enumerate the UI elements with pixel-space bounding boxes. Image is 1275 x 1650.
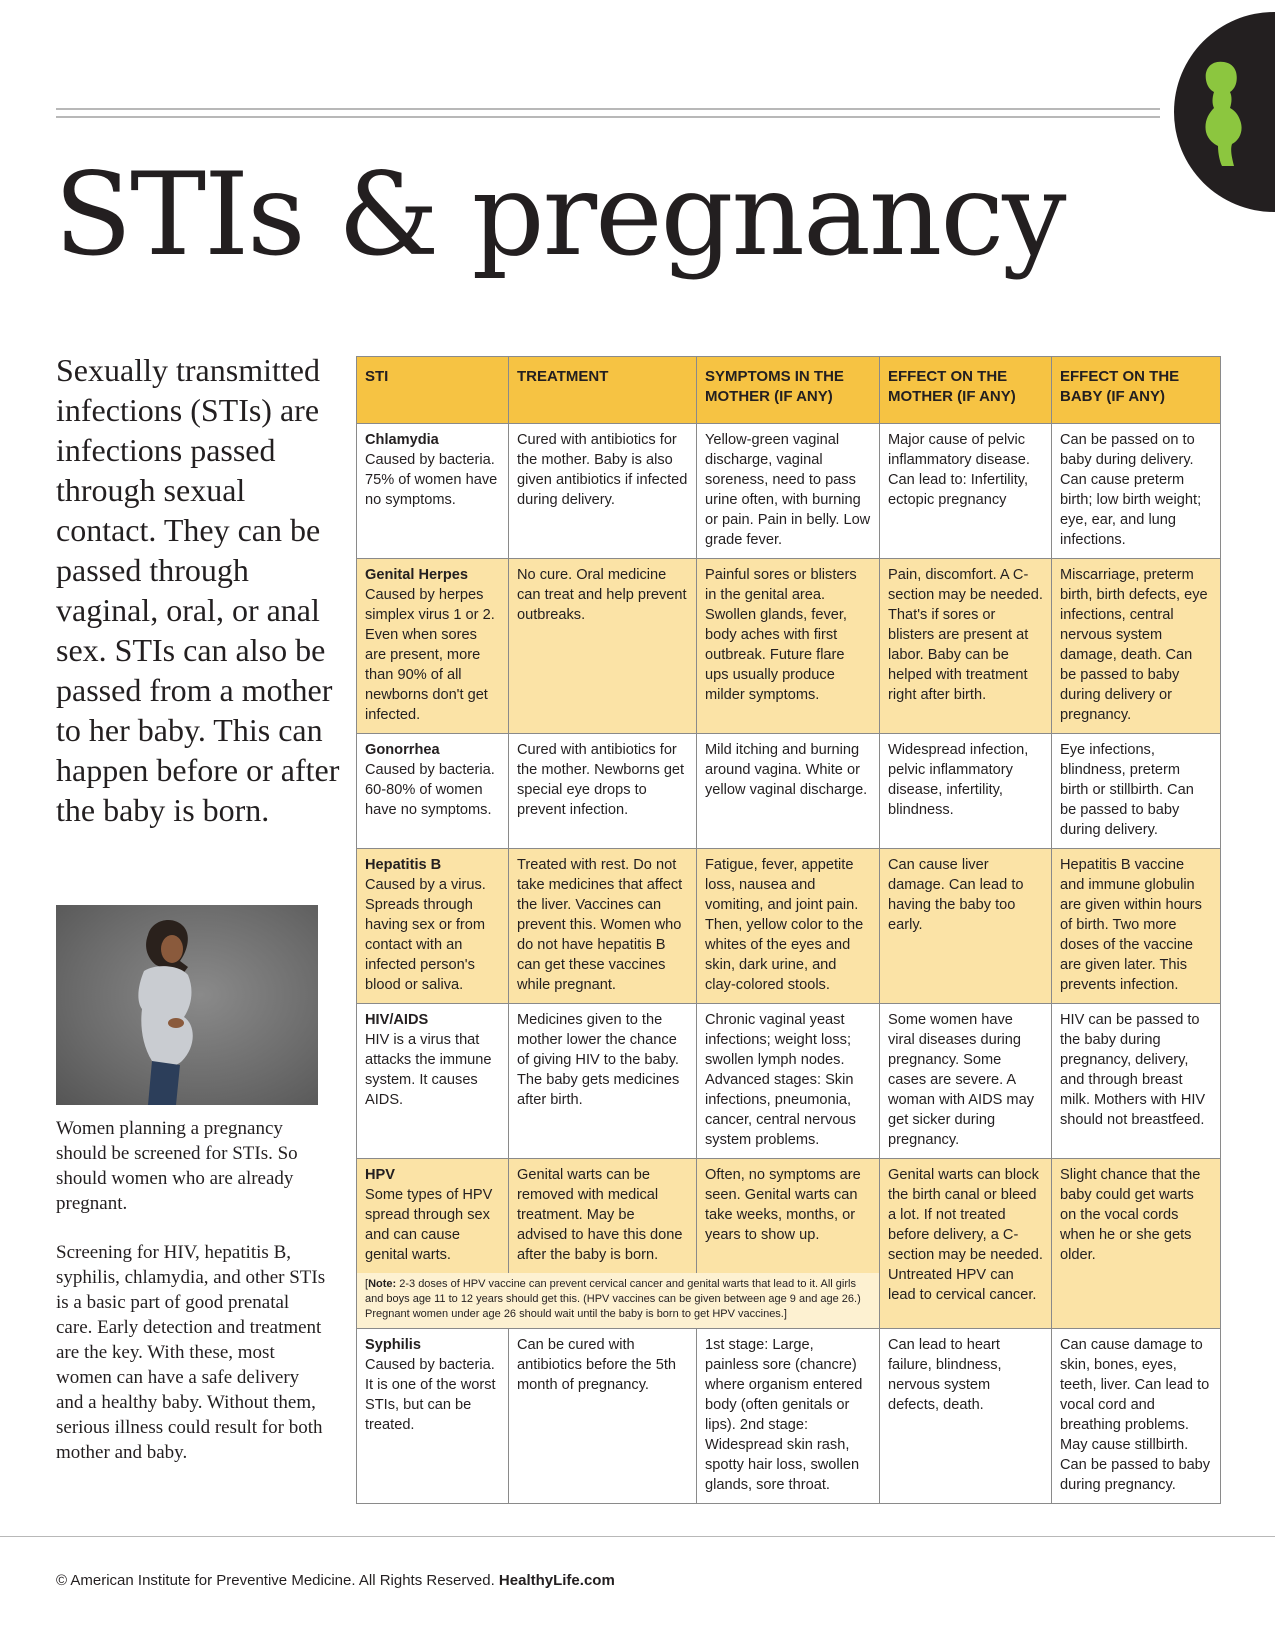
- effect-mother-cell: Major cause of pelvic inflammatory disease. Can lead to: Infertility, ectopic pregnancy: [880, 424, 1052, 559]
- treatment-cell: Cured with antibiotics for the mother. Baby is also given antibiotics if infected during delivery.: [509, 424, 697, 559]
- footer-site-link[interactable]: HealthyLife.com: [498, 1572, 615, 1589]
- pregnant-woman-icon: [1190, 58, 1250, 168]
- treatment-cell: Cured with antibiotics for the mother. Newborns get special eye drops to prevent infection.: [509, 734, 697, 849]
- effect-baby-cell: HIV can be passed to the baby during pregnancy, delivery, and through breast milk. Mothers with HIV should not breastfeed.: [1052, 1004, 1221, 1159]
- sidebar-paragraph-1: Women planning a pregnancy should be screened for STIs. So should women who are already pregnant.: [56, 1118, 298, 1214]
- footer: [56, 1572, 615, 1589]
- col-header-sti: STI: [357, 357, 509, 424]
- effect-mother-cell: Can cause liver damage. Can lead to having the baby too early.: [880, 849, 1052, 1004]
- col-header-effect-baby: EFFECT ON THE BABY (IF ANY): [1052, 357, 1221, 424]
- note-text: 2-3 doses of HPV vaccine can prevent cervical cancer and genital warts that lead to it. All girls and boys age 11 to 12 years should get this. (HPV vaccines can be given between age 9 and age 26.) Pregnant women under age 26 should wait until the baby is born to get HPV vaccines.: [365, 1278, 861, 1320]
- sti-name: Chlamydia: [365, 432, 439, 448]
- effect-baby-cell: Can be passed on to baby during delivery. Can cause preterm birth; low birth weight; eye, ear, and lung infections.: [1052, 424, 1221, 559]
- effect-mother-cell: Widespread infection, pelvic inflammatory disease, infertility, blindness.: [880, 734, 1052, 849]
- effect-mother-cell: Can lead to heart failure, blindness, nervous system defects, death.: [880, 1329, 1052, 1504]
- symptoms-cell: Often, no symptoms are seen. Genital warts can take weeks, months, or years to show up.: [697, 1159, 880, 1274]
- note-label: Note:: [368, 1278, 397, 1290]
- table-row-hepatitis-b: [357, 849, 1221, 1004]
- treatment-cell: Medicines given to the mother lower the chance of giving HIV to the baby. The baby gets medicines after birth.: [509, 1004, 697, 1159]
- table-row-gonorrhea: [357, 734, 1221, 849]
- symptoms-cell: 1st stage: Large, painless sore (chancre) where organism entered body (often genitals or lips). 2nd stage: Widespread skin rash, spotty hair loss, swollen glands, sore throat.: [697, 1329, 880, 1504]
- col-header-effect-mother: EFFECT ON THE MOTHER (IF ANY): [880, 357, 1052, 424]
- symptoms-cell: Mild itching and burning around vagina. White or yellow vaginal discharge.: [697, 734, 880, 849]
- page-title: STIs & pregnancy: [54, 148, 1065, 281]
- footer-rule: [0, 1536, 1275, 1537]
- effect-baby-cell: Hepatitis B vaccine and immune globulin are given within hours of birth. Two more doses of the vaccine are given later. This prevents infection.: [1052, 849, 1221, 1004]
- sti-cell: [357, 424, 509, 559]
- sti-name: Hepatitis B: [365, 857, 442, 873]
- col-header-treatment: TREATMENT: [509, 357, 697, 424]
- sti-cell: [357, 1004, 509, 1159]
- symptoms-cell: Yellow-green vaginal discharge, vaginal soreness, need to pass urine often, with burning or pain. Pain in belly. Low grade fever.: [697, 424, 880, 559]
- sti-cell: [357, 734, 509, 849]
- symptoms-cell: Fatigue, fever, appetite loss, nausea and vomiting, and joint pain. Then, yellow color to the whites of the eyes and skin, dark urine, and clay-colored stools.: [697, 849, 880, 1004]
- treatment-cell: Can be cured with antibiotics before the 5th month of pregnancy.: [509, 1329, 697, 1504]
- table-row-chlamydia: [357, 424, 1221, 559]
- treatment-cell: Genital warts can be removed with medical treatment. May be advised to have this done after the baby is born.: [509, 1159, 697, 1274]
- sti-name: HIV/AIDS: [365, 1012, 429, 1028]
- symptoms-cell: Painful sores or blisters in the genital area. Swollen glands, fever, body aches with first outbreak. Future flare ups usually produce milder symptoms.: [697, 559, 880, 734]
- effect-baby-cell: Miscarriage, preterm birth, birth defects, eye infections, central nervous system damage, death. Can be passed to baby during delivery or pregnancy.: [1052, 559, 1221, 734]
- effect-mother-cell: Pain, discomfort. A C-section may be needed. That's if sores or blisters are present at labor. Baby can be helped with treatment right after birth.: [880, 559, 1052, 734]
- sti-name: HPV: [365, 1167, 396, 1183]
- effect-baby-cell: Slight chance that the baby could get warts on the vocal cords when he or she gets older.: [1052, 1159, 1221, 1329]
- photo-figure: [56, 905, 318, 1105]
- sti-name: Gonorrhea: [365, 742, 440, 758]
- top-rule: [56, 108, 1160, 118]
- sti-table: [356, 356, 1221, 1504]
- sti-description: Caused by bacteria. It is one of the worst STIs, but can be treated.: [365, 1357, 496, 1433]
- table-header-row: [357, 357, 1221, 424]
- sti-description: Caused by bacteria. 75% of women have no symptoms.: [365, 452, 498, 508]
- sti-cell: [357, 849, 509, 1004]
- pregnant-woman-photo: [56, 905, 318, 1105]
- sti-description: HIV is a virus that attacks the immune system. It causes AIDS.: [365, 1032, 492, 1108]
- effect-mother-cell: Genital warts can block the birth canal or bleed a lot. If not treated before delivery, a C-section may be needed. Untreated HPV can lead to cervical cancer.: [880, 1159, 1052, 1329]
- sti-cell: [357, 1329, 509, 1504]
- treatment-cell: No cure. Oral medicine can treat and help prevent outbreaks.: [509, 559, 697, 734]
- sti-description: Caused by herpes simplex virus 1 or 2. Even when sores are present, more than 90% of all newborns don't get infected.: [365, 587, 495, 723]
- treatment-cell: Treated with rest. Do not take medicines that affect the liver. Vaccines can prevent this. Women who do not have hepatitis B can get these vaccines while pregnant.: [509, 849, 697, 1004]
- sti-cell: [357, 559, 509, 734]
- sti-description: Caused by a virus. Spreads through having sex or from contact with an infected person's blood or saliva.: [365, 877, 486, 993]
- sti-cell: [357, 1159, 509, 1274]
- table-row-hpv: [357, 1159, 1221, 1274]
- footer-copyright: © American Institute for Preventive Medicine. All Rights Reserved.: [56, 1572, 495, 1589]
- table-row-hiv-aids: [357, 1004, 1221, 1159]
- table-row-syphilis: [357, 1329, 1221, 1504]
- col-header-symptoms: SYMPTOMS IN THE MOTHER (IF ANY): [697, 357, 880, 424]
- sti-name: Genital Herpes: [365, 567, 469, 583]
- effect-baby-cell: Eye infections, blindness, preterm birth or stillbirth. Can be passed to baby during delivery.: [1052, 734, 1221, 849]
- effect-baby-cell: Can cause damage to skin, bones, eyes, teeth, liver. Can lead to vocal cord and breathing problems. May cause stillbirth. Can be passed to baby during pregnancy.: [1052, 1329, 1221, 1504]
- effect-mother-cell: Some women have viral diseases during pregnancy. Some cases are severe. A woman with AIDS may get sicker during pregnancy.: [880, 1004, 1052, 1159]
- intro-text: Sexually transmitted infections (STIs) are infections passed through sexual contact. They can be passed through vaginal, oral, or anal sex. STIs can also be passed from a mother to her baby. This can happen before or after the baby is born.: [56, 352, 340, 828]
- sidebar-paragraph-2: Screening for HIV, hepatitis B, syphilis, chlamydia, and other STIs is a basic part of good prenatal care. Early detection and treatment are the key. With these, most women can have a safe delivery and a healthy baby. Without them, serious illness could result for both mother and baby.: [56, 1242, 326, 1463]
- symptoms-cell: Chronic vaginal yeast infections; weight loss; swollen lymph nodes. Advanced stages: Skin infections, pneumonia, cancer, central nervous system problems.: [697, 1004, 880, 1159]
- sti-description: Some types of HPV spread through sex and can cause genital warts.: [365, 1187, 493, 1263]
- table-row-genital-herpes: [357, 559, 1221, 734]
- sti-description: Caused by bacteria. 60-80% of women have no symptoms.: [365, 762, 495, 818]
- hpv-note: [Note: 2-3 doses of HPV vaccine can prevent cervical cancer and genital warts that lead to it. All girls and boys age 11 to 12 years should get this. (HPV vaccines can be given between age 9 and age 26.) Pregnant women under age 26 should wait until the baby is born to get HPV vaccines.]: [357, 1273, 880, 1329]
- sti-name: Syphilis: [365, 1337, 421, 1353]
